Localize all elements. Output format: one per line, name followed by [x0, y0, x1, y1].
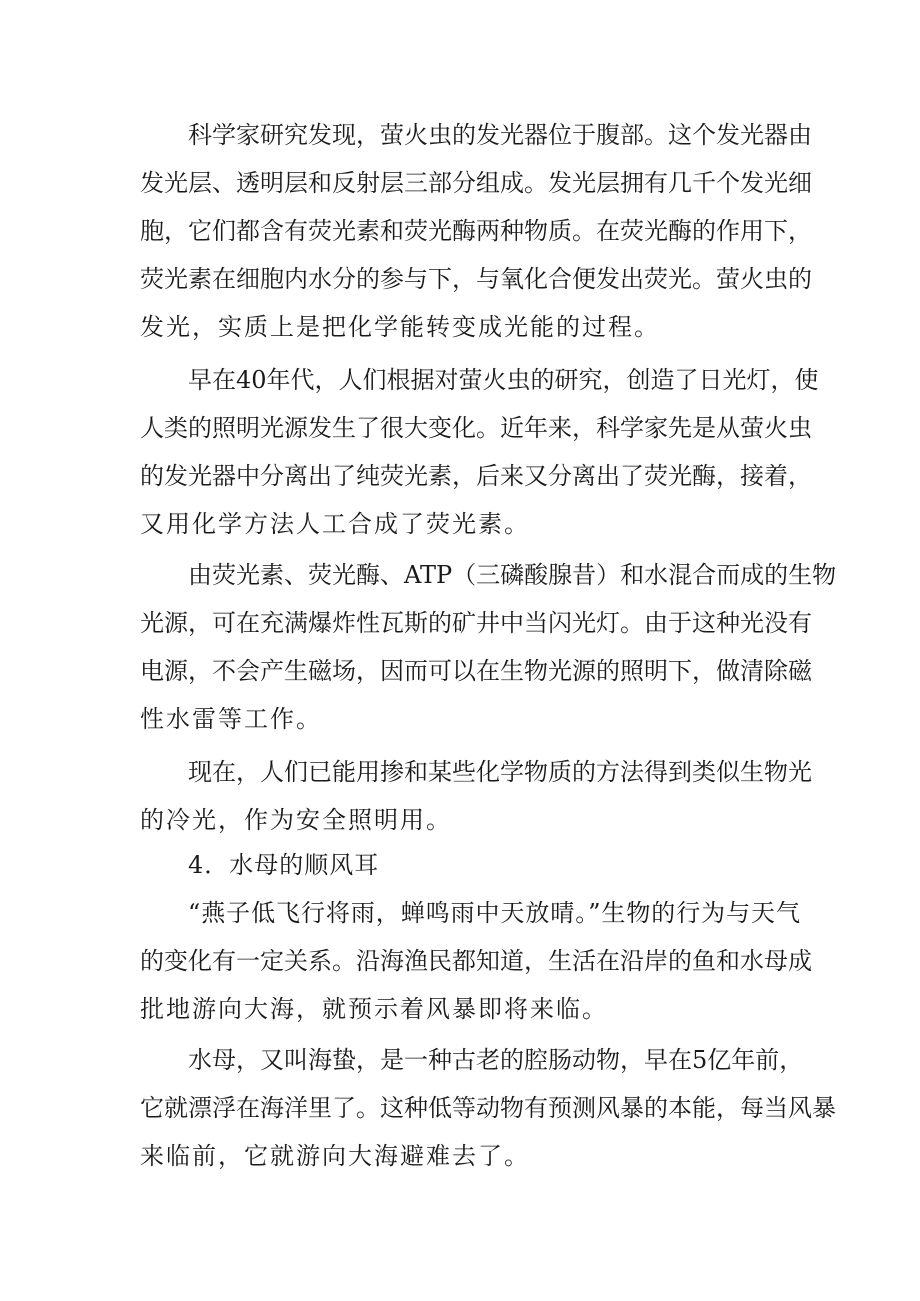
paragraph-4-line-1: 现在，人们已能用掺和某些化学物质的方法得到类似生物光	[188, 758, 812, 786]
paragraph-1-line-2: 发光层、透明层和反射层三部分组成。发光层拥有几千个发光细	[140, 169, 812, 197]
paragraph-3-line-2: 光源，可在充满爆炸性瓦斯的矿井中当闪光灯。由于这种光没有	[140, 609, 812, 637]
paragraph-6-line-3: 来临前，它就游向大海避难去了。	[140, 1142, 530, 1170]
paragraph-3-line-1: 由荧光素、荧光酶、ATP（三磷酸腺昔）和水混合而成的生物	[188, 561, 837, 589]
section-heading: 4．水母的顺风耳	[188, 851, 380, 879]
paragraph-1-line-1: 科学家研究发现，萤火虫的发光器位于腹部。这个发光器由	[188, 121, 812, 149]
paragraph-6-line-2: 它就漂浮在海洋里了。这种低等动物有预测风暴的本能，每当风暴	[140, 1094, 836, 1122]
paragraph-3-line-3: 电源，不会产生磁场，因而可以在生物光源的照明下，做清除磁	[140, 657, 812, 685]
paragraph-3-line-4: 性水雷等工作。	[140, 705, 322, 733]
paragraph-2-line-4: 又用化学方法人工合成了荧光素。	[140, 510, 530, 538]
paragraph-1-line-5: 发光，实质上是把化学能转变成光能的过程。	[140, 313, 660, 341]
paragraph-2-line-2: 人类的照明光源发生了很大变化。近年来，科学家先是从萤火虫	[140, 414, 812, 442]
paragraph-2-line-1: 早在40年代，人们根据对萤火虫的研究，创造了日光灯，使	[188, 366, 819, 394]
paragraph-2-line-3: 的发光器中分离出了纯荧光素，后来又分离出了荧光酶，接着，	[140, 462, 812, 490]
paragraph-6-line-1: 水母，又叫海蛰，是一种古老的腔肠动物，早在5亿年前，	[188, 1046, 804, 1074]
paragraph-4-line-2: 的冷光，作为安全照明用。	[140, 806, 452, 834]
paragraph-5-line-1: “燕子低飞行将雨，蝉鸣雨中天放晴。”生物的行为与天气	[188, 899, 800, 927]
paragraph-1-line-3: 胞，它们都含有荧光素和荧光酶两种物质。在荧光酶的作用下，	[140, 217, 812, 245]
paragraph-1-line-4: 荧光素在细胞内水分的参与下，与氧化合便发出荧光。萤火虫的	[140, 265, 812, 293]
paragraph-5-line-2: 的变化有一定关系。沿海渔民都知道，生活在沿岸的鱼和水母成	[140, 947, 812, 975]
paragraph-5-line-3: 批地游向大海，就预示着风暴即将来临。	[140, 995, 608, 1023]
